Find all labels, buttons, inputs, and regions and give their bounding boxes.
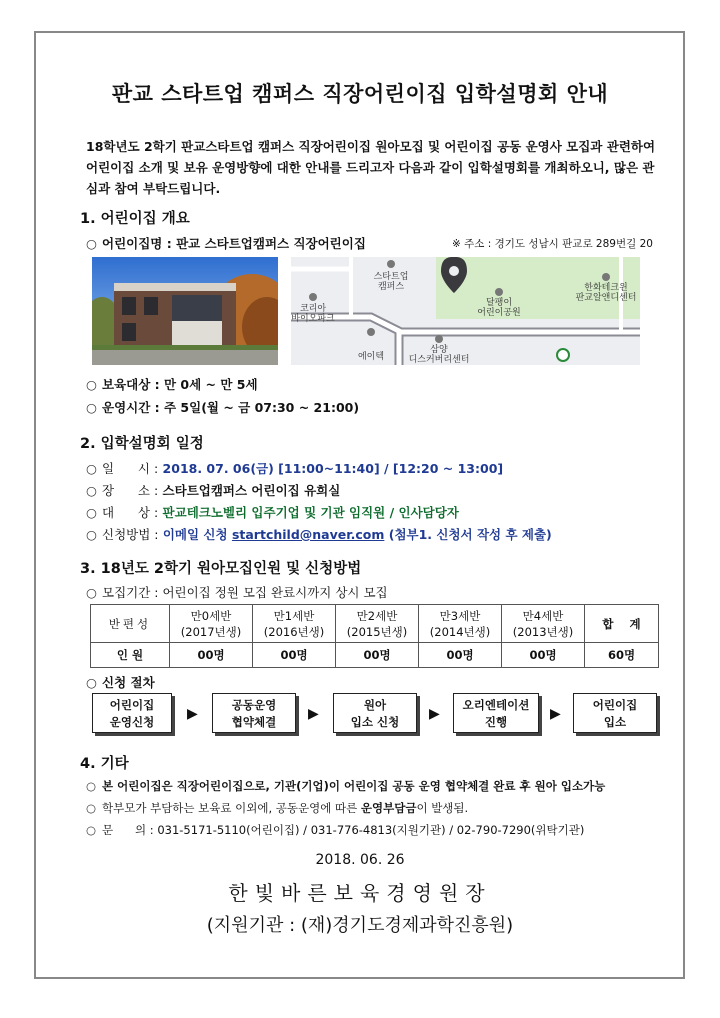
arrow-right-icon: ▶ [187,706,198,722]
schedule-place: ○ 장 소 : 스타트업캠퍼스 어린이집 유희실 [86,483,341,498]
bullet-icon: ○ [86,779,97,793]
bullet-icon: ○ [86,675,97,690]
section-2-heading: 2. 입학설명회 일정 [80,436,204,452]
map-label: 에이텍 [357,352,385,362]
schedule-apply: ○ 신청방법 : 이메일 신청 startchild@naver.com (첨부1. 신청서 작성 후 제출) [86,527,552,542]
bullet-icon: ○ [86,377,97,392]
procedure-step: 원아 입소 신청 [333,693,417,733]
intro-paragraph: 18학년도 2학기 판교스타트업 캠퍼스 직장어린이집 원아모집 및 어린이집 공동 운영사 모집과 관련하여 어린이집 소개 및 보유 운영방향에 대한 안내를 드리고자 다음과 같이 입학설명회를 개최하오니, 많은 관심과 참여 부탁드립니다. [86,139,656,196]
map-label: 스타트업 [373,272,409,282]
bullet-icon: ○ [86,527,97,542]
bullet-icon: ○ [86,505,97,520]
map-label: 캠퍼스 [377,282,405,292]
recruit-period: ○ 모집기간 : 어린이집 정원 모집 완료시까지 상시 모집 [86,585,388,600]
map-label: 코리아 [299,304,327,314]
schedule-target: ○ 대 상 : 판교테크노벨리 입주기업 및 기관 임직원 / 인사담당자 [86,505,459,520]
supporting-agency: (지원기관 : (재)경기도경제과학진흥원) [206,915,514,936]
table-cell: 00명 [336,643,419,668]
table-col-header: 만0세반 (2017년생) [170,605,253,643]
table-col-header: 만4세반 (2013년생) [502,605,585,643]
table-cell: 00명 [419,643,502,668]
note-1: ○ 본 어린이집은 직장어린이집으로, 기관(기업)이 어린이집 공동 운영 협약체결 완료 후 원아 입소가능 [86,779,606,793]
care-target: ○ 보육대상 : 만 0세 ~ 만 5세 [86,377,258,392]
map-label: 디스커버리센터 [408,355,470,365]
bullet-icon: ○ [86,801,97,815]
map-label: 바이오파크 [291,314,335,324]
procedure-step: 공동운영 협약체결 [212,693,296,733]
arrow-right-icon: ▶ [550,706,561,722]
table-total-header: 합 계 [585,605,659,643]
section-1-heading: 1. 어린이집 개요 [80,211,190,227]
table-cell: 00명 [253,643,336,668]
procedure-step: 어린이집 운영신청 [92,693,172,733]
table-col-header: 만1세반 (2016년생) [253,605,336,643]
bullet-icon: ○ [86,400,97,415]
bullet-icon: ○ [86,585,97,600]
table-cell: 00명 [170,643,253,668]
procedure-step: 오리엔테이션 진행 [453,693,539,733]
table-row-label: 인 원 [91,643,170,668]
map-label: 한화테크윈 [584,283,628,293]
map-label: 판교알앤디센터 [575,293,637,303]
table-head-label: 반편성 [91,605,170,643]
operating-hours: ○ 운영시간 : 주 5일(월 ~ 금 07:30 ~ 21:00) [86,400,360,415]
daycare-name: ○ 어린이집명 : 판교 스타트업캠퍼스 직장어린이집 [86,236,366,251]
bullet-icon: ○ [86,483,97,498]
document-date: 2018. 06. 26 [315,852,405,868]
recruit-table [90,604,659,668]
table-row [91,643,659,668]
table-cell: 00명 [502,643,585,668]
map-label: 삼양 [430,345,448,355]
map-label: 어린이공원 [477,308,521,318]
table-col-header: 만2세반 (2015년생) [336,605,419,643]
bullet-icon: ○ [86,461,97,476]
map-label: 달팽이 [485,298,513,308]
address: ※ 주소 : 경기도 성남시 판교로 289번길 20 [452,238,653,250]
note-2: ○ 학부모가 부담하는 보육료 이외에, 공동운영에 따른 운영부담금이 발생됨. [86,801,469,815]
section-4-heading: 4. 기타 [80,756,129,772]
bullet-icon: ○ [86,236,97,251]
arrow-right-icon: ▶ [429,706,440,722]
table-col-header: 만3세반 (2014년생) [419,605,502,643]
location-map[interactable] [291,257,640,365]
procedure-label: ○ 신청 절차 [86,675,155,690]
email-link[interactable]: startchild@naver.com [231,527,385,542]
procedure-step: 어린이집 입소 [573,693,657,733]
building-photo [92,257,278,365]
section-3-heading: 3. 18년도 2학기 원아모집인원 및 신청방법 [80,561,362,577]
table-total-cell: 60명 [585,643,659,668]
page-title: 판교 스타트업 캠퍼스 직장어린이집 입학설명회 안내 [111,82,609,106]
schedule-datetime: ○ 일 시 : 2018. 07. 06(금) [11:00~11:40] / [12:20 ~ 13:00] [86,461,504,476]
note-contact: ○ 문 의 : 031-5171-5110(어린이집) / 031-776-4813(지원기관) / 02-790-7290(위탁기관) [86,823,585,837]
organization-name: 한빛바른보육경영원장 [228,881,492,905]
bullet-icon: ○ [86,823,97,837]
arrow-right-icon: ▶ [308,706,319,722]
